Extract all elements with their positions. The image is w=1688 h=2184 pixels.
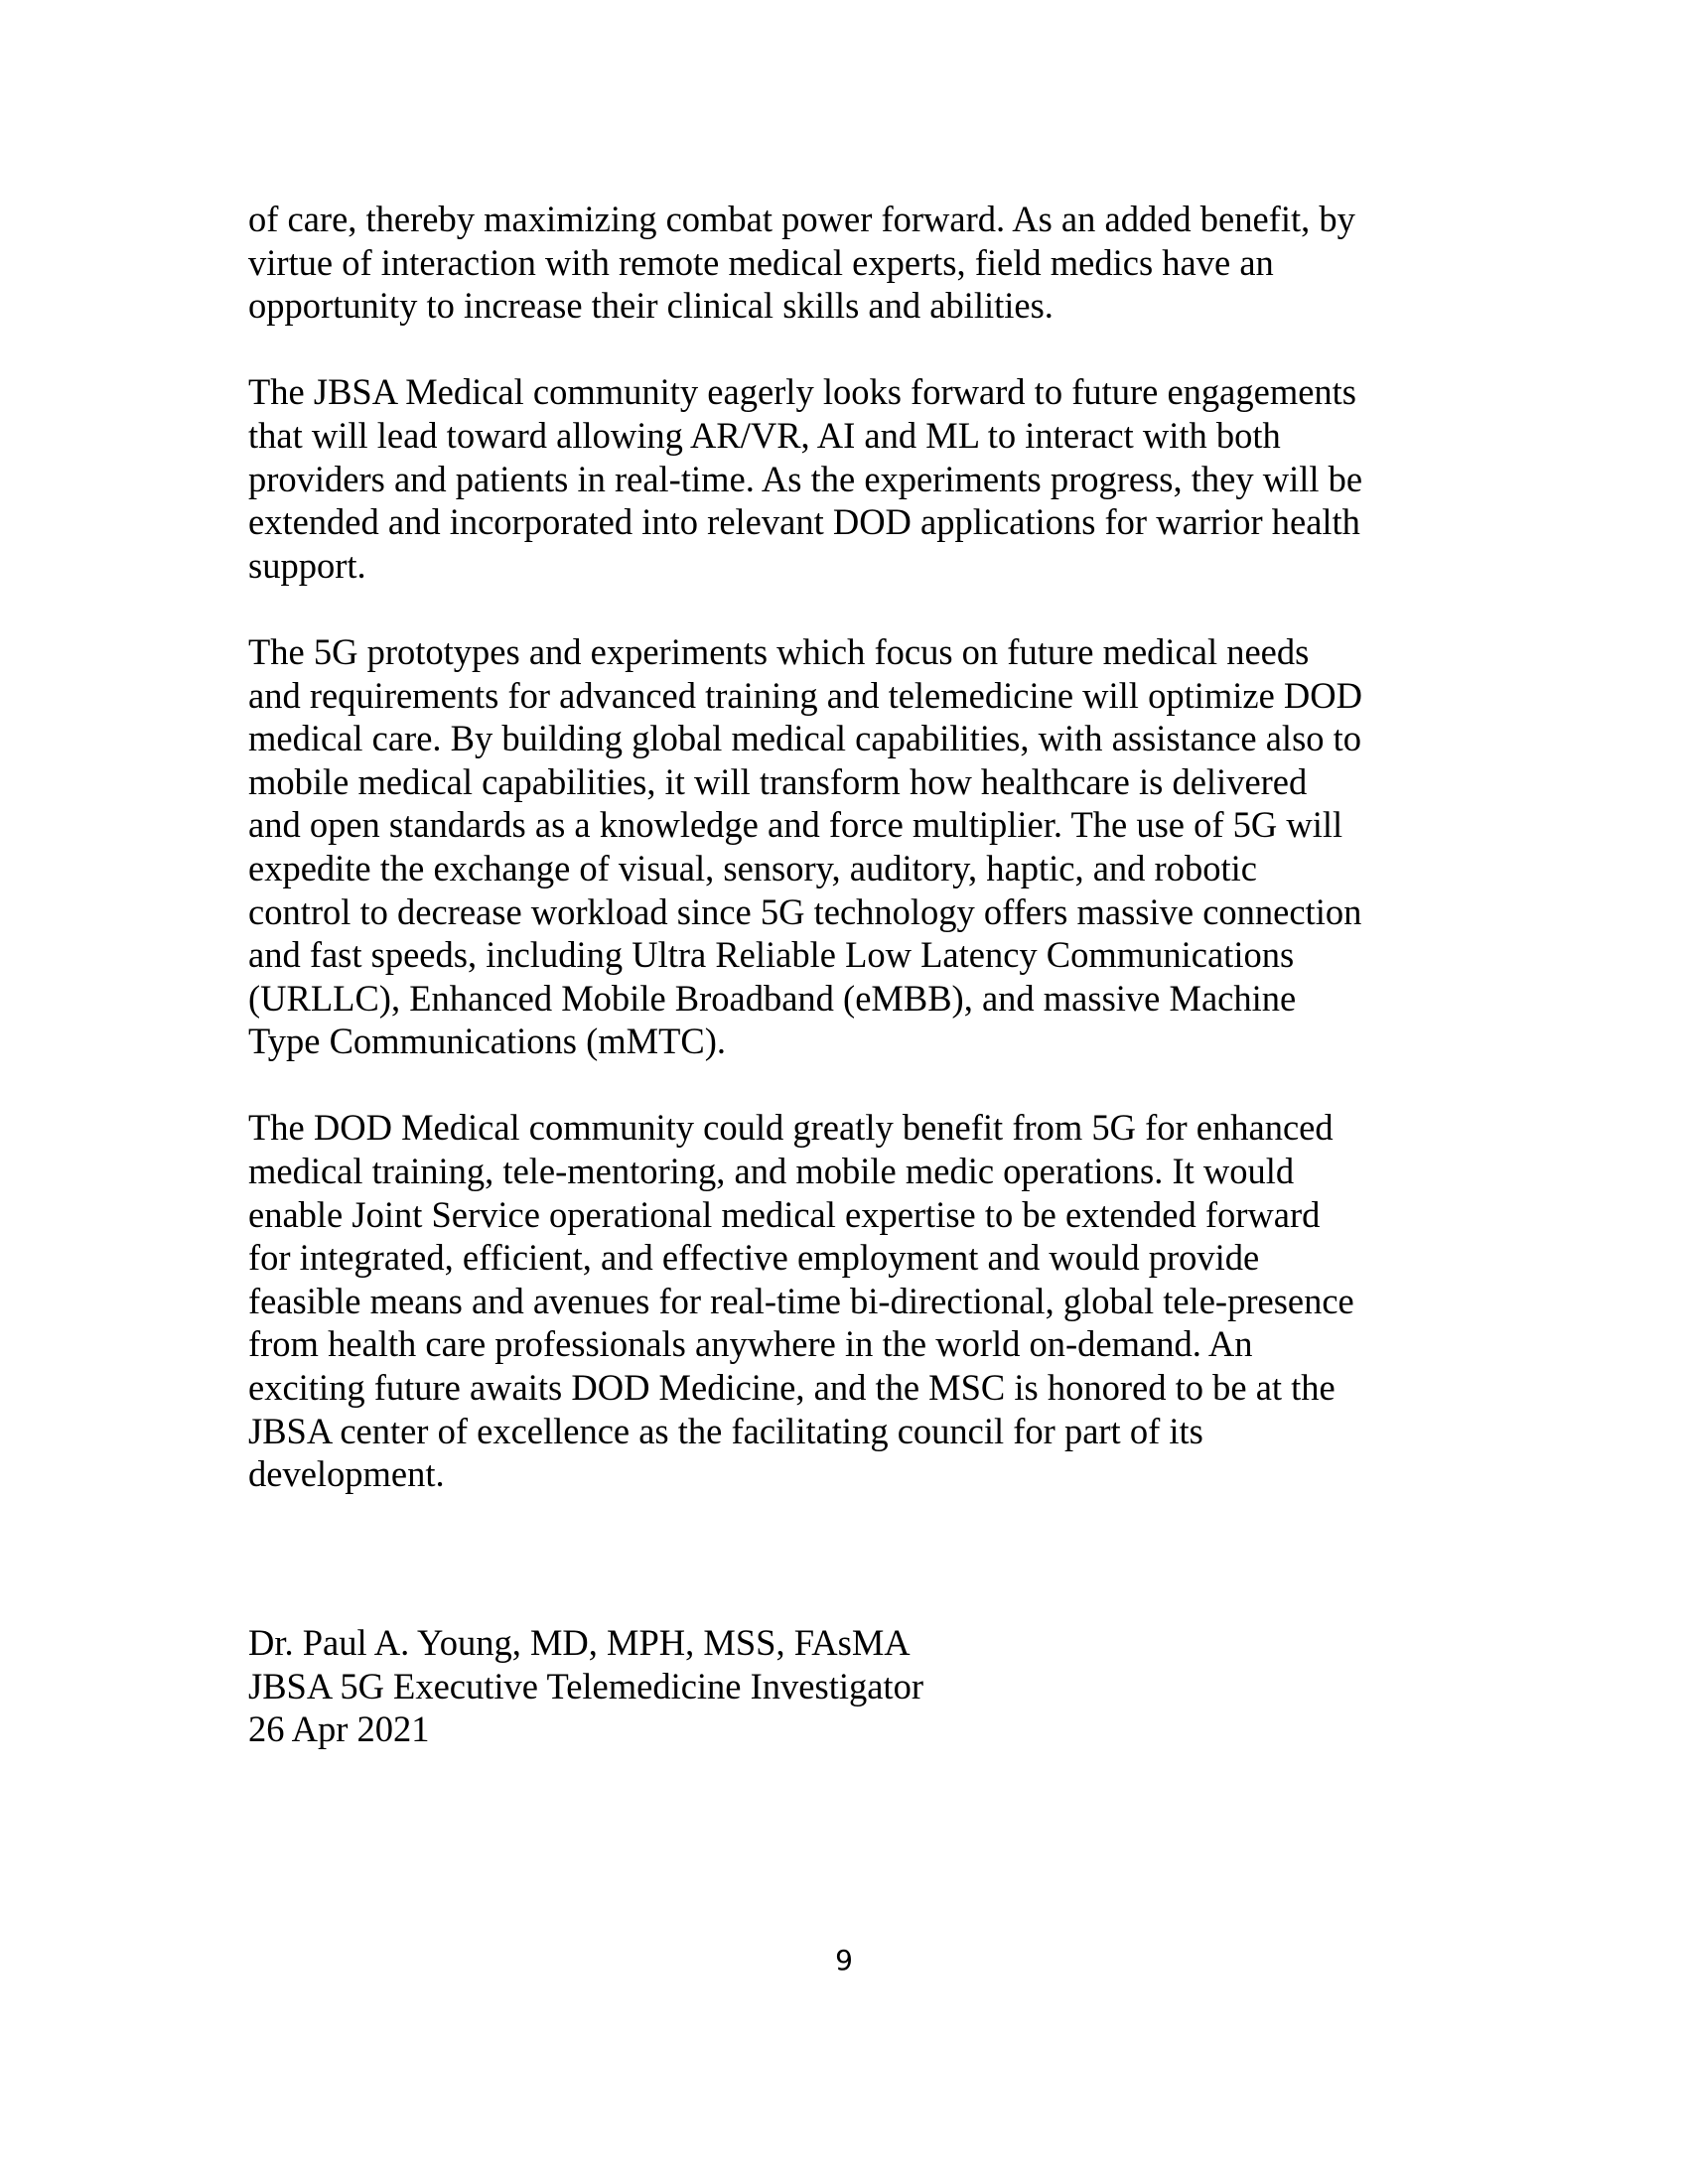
paragraph-4 bbox=[248, 1106, 1460, 1495]
signature-name: Dr. Paul A. Young, MD, MPH, MSS, FAsMA bbox=[248, 1622, 911, 1663]
text-line: and open standards as a knowledge and force multiplier. The use of 5G will bbox=[248, 804, 1343, 846]
paragraph-3 bbox=[248, 630, 1460, 1063]
text-line: mobile medical capabilities, it will transform how healthcare is delivered bbox=[248, 760, 1308, 802]
text-line: The DOD Medical community could greatly benefit from 5G for enhanced bbox=[248, 1107, 1334, 1149]
text-line: JBSA center of excellence as the facilitating council for part of its bbox=[248, 1410, 1203, 1451]
text-line: opportunity to increase their clinical skills and abilities. bbox=[248, 285, 1054, 327]
signature-block bbox=[248, 1621, 923, 1751]
text-line: and requirements for advanced training and telemedicine will optimize DOD bbox=[248, 674, 1362, 716]
text-line: enable Joint Service operational medical expertise to be extended forward bbox=[248, 1193, 1321, 1235]
text-line: development. bbox=[248, 1453, 445, 1495]
text-line: feasible means and avenues for real-time bi-directional, global tele-presence bbox=[248, 1280, 1354, 1321]
text-line: (URLLC), Enhanced Mobile Broadband (eMBB), and massive Machine bbox=[248, 977, 1297, 1019]
text-line: virtue of interaction with remote medical experts, field medics have an bbox=[248, 241, 1274, 283]
text-line: Type Communications (mMTC). bbox=[248, 1021, 727, 1062]
signature-date: 26 Apr 2021 bbox=[248, 1708, 430, 1750]
text-line: from health care professionals anywhere in the world on-demand. An bbox=[248, 1323, 1253, 1365]
text-line: medical training, tele-mentoring, and mobile medic operations. It would bbox=[248, 1151, 1295, 1192]
paragraph-1 bbox=[248, 198, 1460, 328]
text-line: providers and patients in real-time. As the experiments progress, they will be bbox=[248, 458, 1363, 499]
text-line: support. bbox=[248, 544, 366, 586]
signature-title: JBSA 5G Executive Telemedicine Investigator bbox=[248, 1665, 923, 1706]
body-text bbox=[248, 198, 1460, 1539]
text-line: The 5G prototypes and experiments which focus on future medical needs bbox=[248, 630, 1310, 672]
text-line: expedite the exchange of visual, sensory, auditory, haptic, and robotic bbox=[248, 847, 1257, 888]
text-line: extended and incorporated into relevant DOD applications for warrior health bbox=[248, 501, 1360, 543]
text-line: for integrated, efficient, and effective employment and would provide bbox=[248, 1237, 1260, 1279]
text-line: medical care. By building global medical capabilities, with assistance also to bbox=[248, 718, 1362, 759]
text-line: control to decrease workload since 5G technology offers massive connection bbox=[248, 890, 1362, 932]
text-line: The JBSA Medical community eagerly looks forward to future engagements bbox=[248, 371, 1357, 413]
text-line: exciting future awaits DOD Medicine, and the MSC is honored to be at the bbox=[248, 1367, 1336, 1409]
text-line: that will lead toward allowing AR/VR, AI and ML to interact with both bbox=[248, 414, 1281, 456]
page-number: 9 bbox=[835, 1944, 853, 1977]
text-line: of care, thereby maximizing combat power forward. As an added benefit, by bbox=[248, 199, 1355, 239]
text-line: and fast speeds, including Ultra Reliable Low Latency Communications bbox=[248, 934, 1295, 976]
paragraph-2 bbox=[248, 370, 1460, 587]
